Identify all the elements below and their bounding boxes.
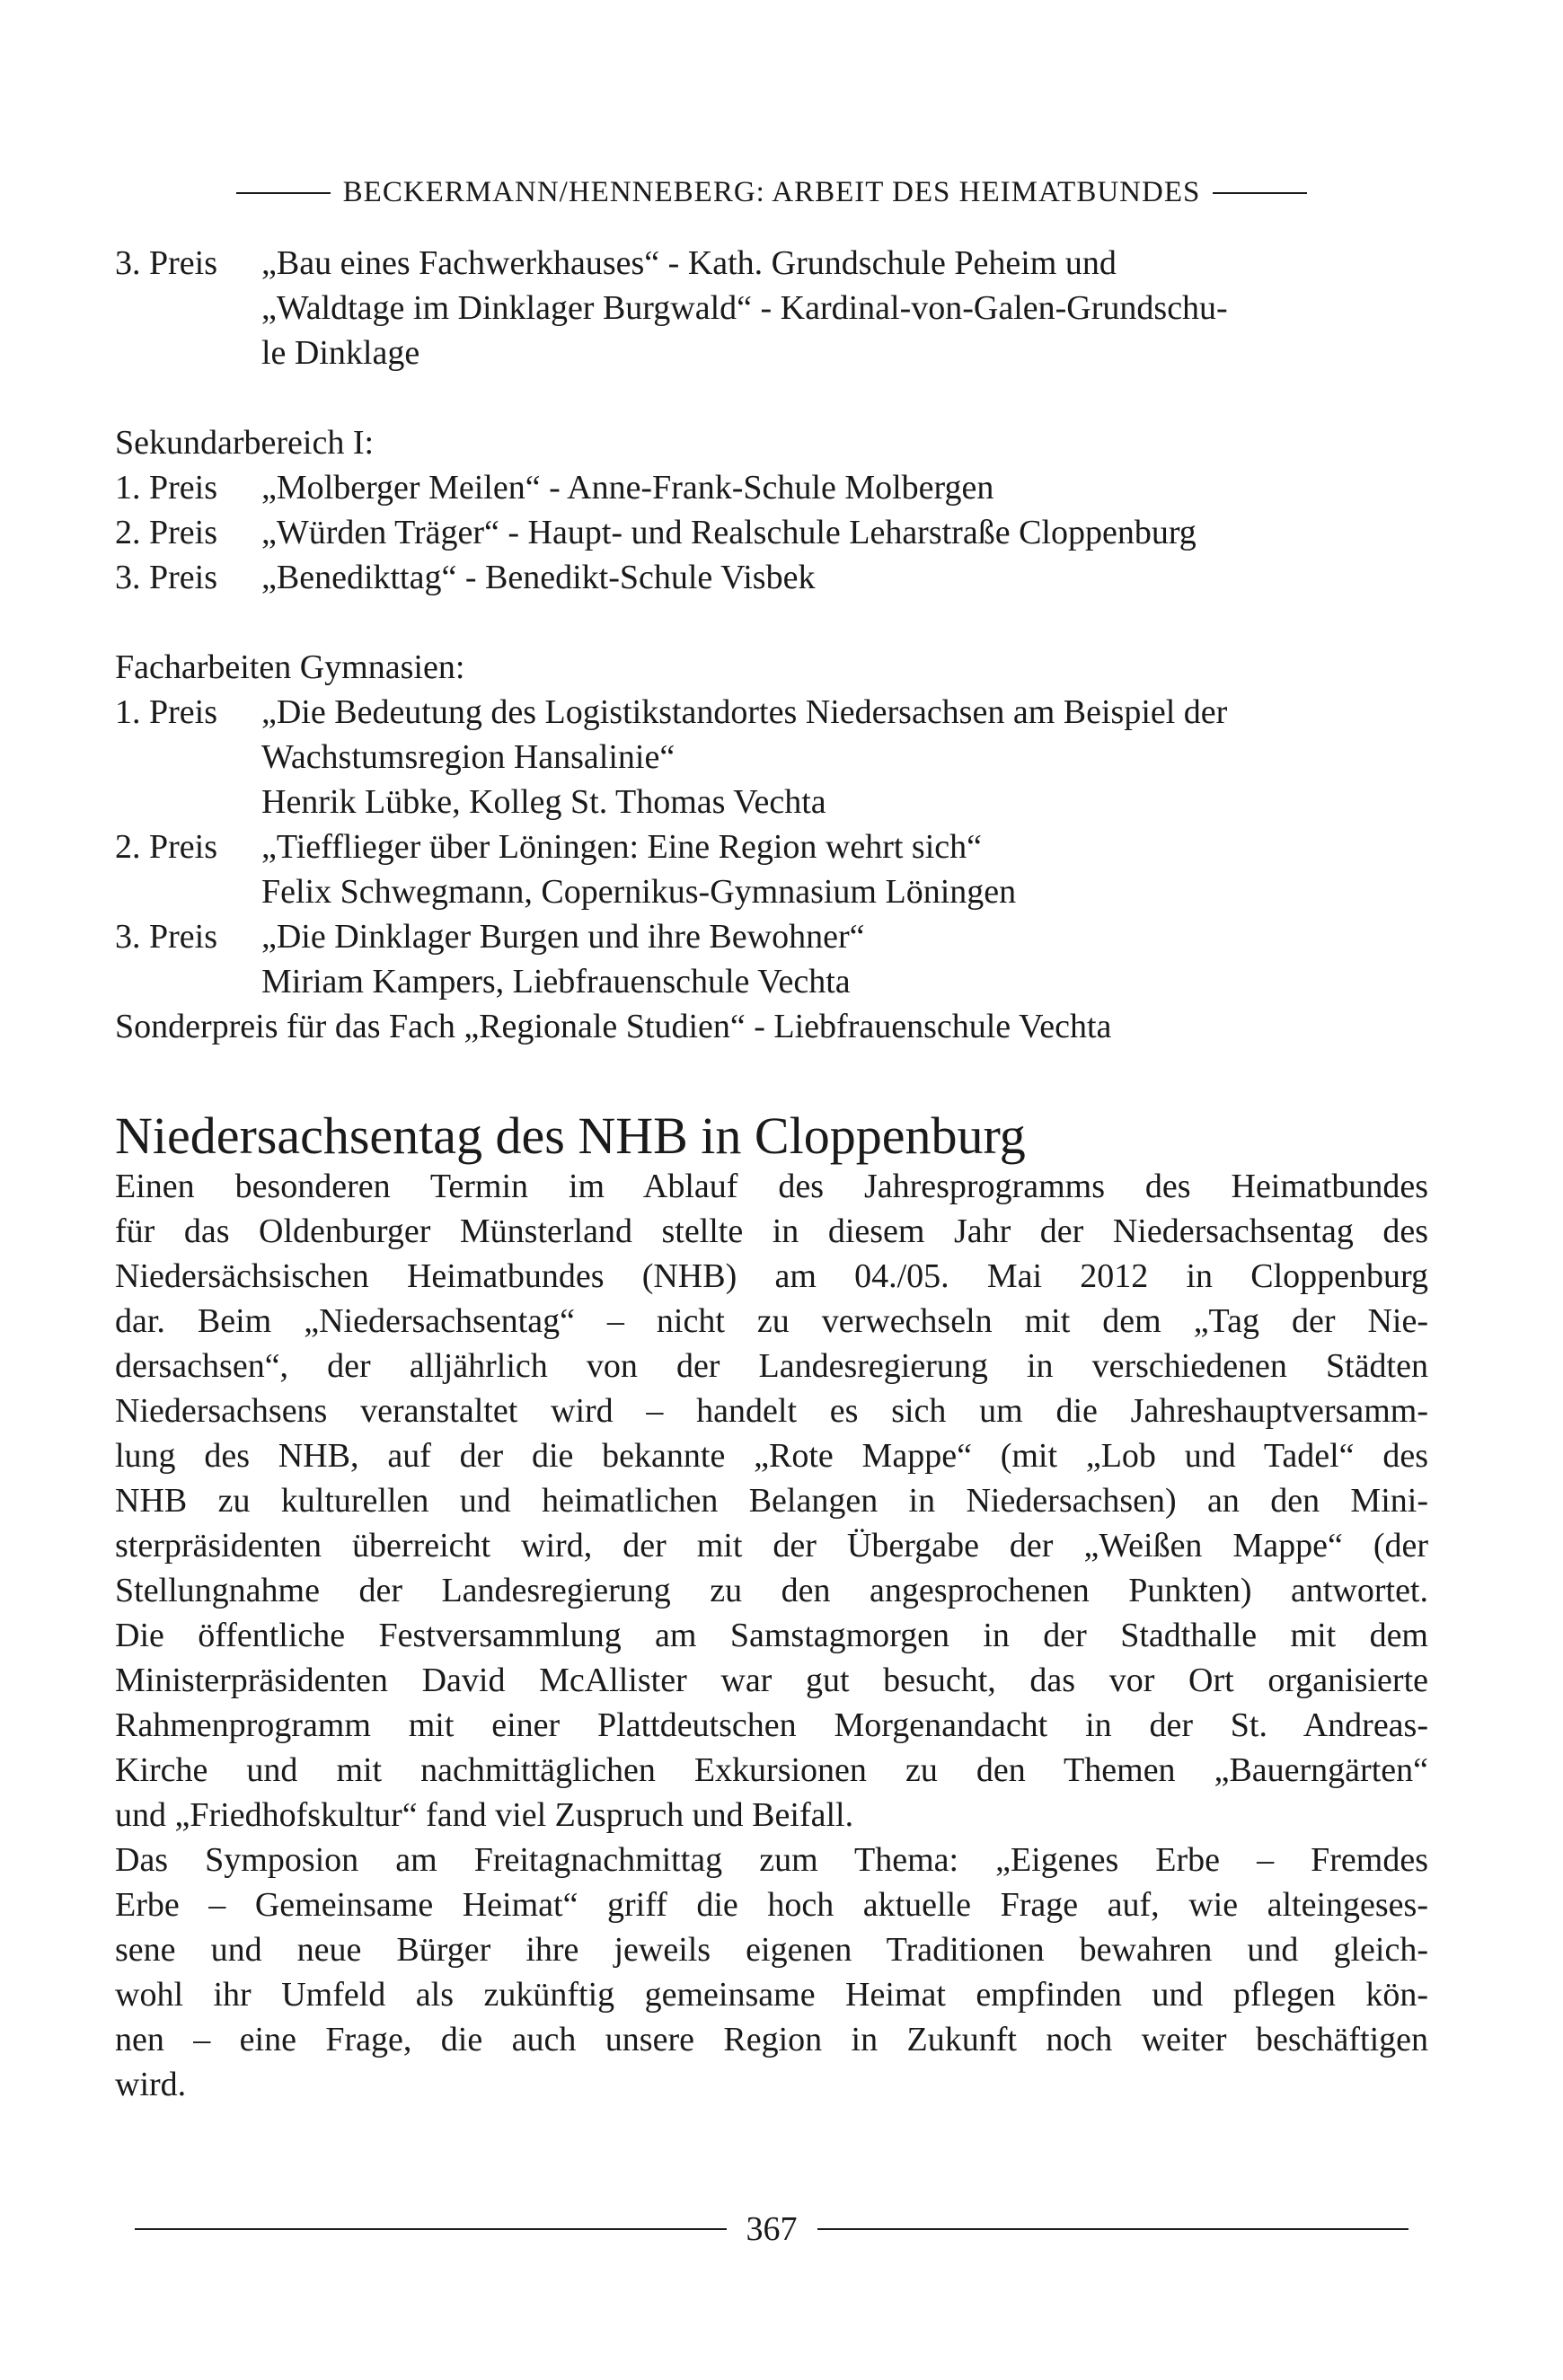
award-label: 3. Preis (115, 559, 217, 596)
award-label: 1. Preis (115, 469, 217, 507)
award-label: 2. Preis (115, 828, 217, 866)
award-line: „Tiefflieger über Löningen: Eine Region wehrt sich“ (261, 828, 983, 866)
body-line: Die öffentliche Festversammlung am Samstagmorgen in der Stadthalle mit dem (115, 1617, 1428, 1654)
section-heading: Niedersachsentag des NHB in Cloppenburg (115, 1106, 1026, 1165)
category-title: Sekundarbereich I: (115, 424, 375, 462)
award-line: Henrik Lübke, Kolleg St. Thomas Vechta (261, 783, 826, 821)
award-label: 1. Preis (115, 693, 217, 731)
special-award: Sonderpreis für das Fach „Regionale Studien“ - Liebfrauenschule Vechta (115, 1008, 1112, 1045)
page-number: 367 (746, 2210, 798, 2248)
body-line: für das Oldenburger Münsterland stellte in diesem Jahr der Niedersachsentag des (115, 1212, 1428, 1250)
page-footer (115, 2209, 1428, 2249)
body-line: wird. (115, 2066, 187, 2103)
award-line: „Bau eines Fachwerkhauses“ - Kath. Grundschule Peheim und (261, 244, 1117, 282)
body-line: Kirche und mit nachmittäglichen Exkursionen zu den Themen „Bauerngärten“ (115, 1751, 1428, 1789)
award-entry (115, 465, 1428, 510)
footer-rule-right (817, 2228, 1409, 2230)
award-entry (115, 690, 1428, 824)
body-line: sene und neue Bürger ihre jeweils eigenen Traditionen bewahren und gleich- (115, 1931, 1428, 1969)
section-body (115, 1164, 1428, 2107)
award-text: „Molberger Meilen“ - Anne-Frank-Schule Molbergen (261, 469, 994, 507)
spacer (115, 375, 1428, 420)
body-line: nen – eine Frage, die auch unsere Region in Zukunft noch weiter beschäftigen (115, 2021, 1428, 2058)
body-line: Niedersächsischen Heimatbundes (NHB) am 04./05. Mai 2012 in Cloppenburg (115, 1257, 1428, 1295)
running-head-text: BECKERMANN/HENNEBERG: ARBEIT DES HEIMATBUNDES (342, 176, 1201, 208)
body-line: Erbe – Gemeinsame Heimat“ griff die hoch aktuelle Frage auf, wie alteingeses- (115, 1886, 1428, 1924)
award-label: 3. Preis (115, 244, 217, 282)
award-entry (115, 914, 1428, 1004)
body-line: Einen besonderen Termin im Ablauf des Jahresprogramms des Heimatbundes (115, 1168, 1428, 1205)
award-entry (115, 510, 1428, 555)
award-line: le Dinklage (261, 334, 420, 372)
body-line: dersachsen“, der alljährlich von der Landesregierung in verschiedenen Städten (115, 1347, 1428, 1385)
award-line: „Die Dinklager Burgen und ihre Bewohner“ (261, 918, 865, 956)
body-line: lung des NHB, auf der die bekannte „Rote Mappe“ (mit „Lob und Tadel“ des (115, 1437, 1428, 1475)
award-entry (115, 555, 1428, 600)
spacer (115, 600, 1428, 645)
award-line: Miriam Kampers, Liebfrauenschule Vechta (261, 963, 851, 1000)
award-line: „Waldtage im Dinklager Burgwald“ - Kardinal-von-Galen-Grundschu- (261, 289, 1228, 327)
award-label: 2. Preis (115, 514, 217, 551)
award-line: Felix Schwegmann, Copernikus-Gymnasium Löningen (261, 873, 1017, 911)
award-label: 3. Preis (115, 918, 217, 956)
award-entry (115, 241, 1428, 375)
body-line: dar. Beim „Niedersachsentag“ – nicht zu verwechseln mit dem „Tag der Nie- (115, 1302, 1428, 1340)
body-line: Stellungnahme der Landesregierung zu den angesprochenen Punkten) antwortet. (115, 1572, 1428, 1609)
footer-rule-left (135, 2228, 727, 2230)
award-line: Wachstumsregion Hansalinie“ (261, 738, 676, 776)
body-line: und „Friedhofskultur“ fand viel Zuspruch und Beifall. (115, 1796, 854, 1834)
award-text (261, 241, 1428, 375)
award-text (261, 824, 1428, 914)
page-content (115, 241, 1428, 2107)
award-text (261, 690, 1428, 824)
body-line: Rahmenprogramm mit einer Plattdeutschen Morgenandacht in der St. Andreas- (115, 1706, 1428, 1744)
body-line: Das Symposion am Freitagnachmittag zum Thema: „Eigenes Erbe – Fremdes (115, 1841, 1428, 1879)
award-line: „Die Bedeutung des Logistikstandortes Niedersachsen am Beispiel der (261, 693, 1228, 731)
award-entry (115, 824, 1428, 914)
running-head-rule-right (1213, 192, 1307, 194)
award-text: „Benedikttag“ - Benedikt-Schule Visbek (261, 559, 816, 596)
body-line: NHB zu kulturellen und heimatlichen Belangen in Niedersachsen) an den Mini- (115, 1482, 1428, 1520)
running-head-rule-left (236, 192, 331, 194)
body-line: Ministerpräsidenten David McAllister war gut besucht, das vor Ort organisierte (115, 1662, 1428, 1699)
award-text: „Würden Träger“ - Haupt- und Realschule Leharstraße Cloppenburg (261, 514, 1197, 551)
category-title: Facharbeiten Gymnasien: (115, 648, 465, 686)
body-line: sterpräsidenten überreicht wird, der mit der Übergabe der „Weißen Mappe“ (der (115, 1527, 1428, 1565)
running-head (115, 176, 1428, 209)
body-line: wohl ihr Umfeld als zukünftig gemeinsame Heimat empfinden und pflegen kön- (115, 1976, 1428, 2014)
award-text (261, 914, 1428, 1004)
body-line: Niedersachsens veranstaltet wird – handelt es sich um die Jahreshauptversamm- (115, 1392, 1428, 1430)
